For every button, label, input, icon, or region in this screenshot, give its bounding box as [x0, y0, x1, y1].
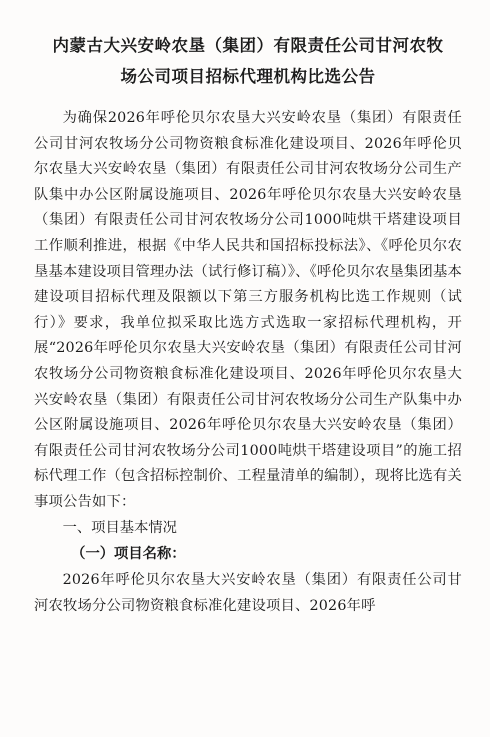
intro-paragraph: 为确保2026年呼伦贝尔农垦大兴安岭农垦（集团）有限责任公司甘河农牧场分公司物资粮食标准化建设项目、2026年呼伦贝尔农垦大兴安岭农垦（集团）有限责任公司甘河农牧场分公司生产队集中办公区附属设施项目、2026年呼伦贝尔农垦大兴安岭农垦（集团）有限责任公司甘河农牧场分公司1000吨烘干塔建设项目工作顺利推进，根据《中华人民共和国招标投标法》、《呼伦贝尔农垦基本建设项目管理办法（试行修订稿）》、《呼伦贝尔农垦集团基本建设项目招标代理及限额以下第三方服务机构比选工作规则（试行）》要求，我单位拟采取比选方式选取一家招标代理机构，开展“2026年呼伦贝尔农垦大兴安岭农垦（集团）有限责任公司甘河农牧场分公司物资粮食标准化建设项目、2026年呼伦贝尔农垦大兴安岭农垦（集团）有限责任公司甘河农牧场分公司生产队集中办公区附属设施项目、2026年呼伦贝尔农垦大兴安岭农垦（集团）有限责任公司甘河农牧场分公司1000吨烘干塔建设项目”的施工招标代理工作（包含招标控制价、工程量清单的编制），现将比选有关事项公告如下：: [34, 110, 462, 510]
title-line-1: 内蒙古大兴安岭农垦（集团）有限责任公司甘河农牧: [52, 36, 444, 55]
project-name-paragraph: 2026年呼伦贝尔农垦大兴安岭农垦（集团）有限责任公司甘河农牧场分公司物资粮食标准化建设项目、2026年呼: [34, 572, 462, 614]
section-1-subheading-project-name: （一）项目名称：: [71, 546, 186, 563]
section-1-heading: 一、项目基本情况: [62, 519, 177, 536]
document-title: [34, 30, 462, 92]
title-line-2: 场公司项目招标代理机构比选公告: [120, 67, 376, 86]
